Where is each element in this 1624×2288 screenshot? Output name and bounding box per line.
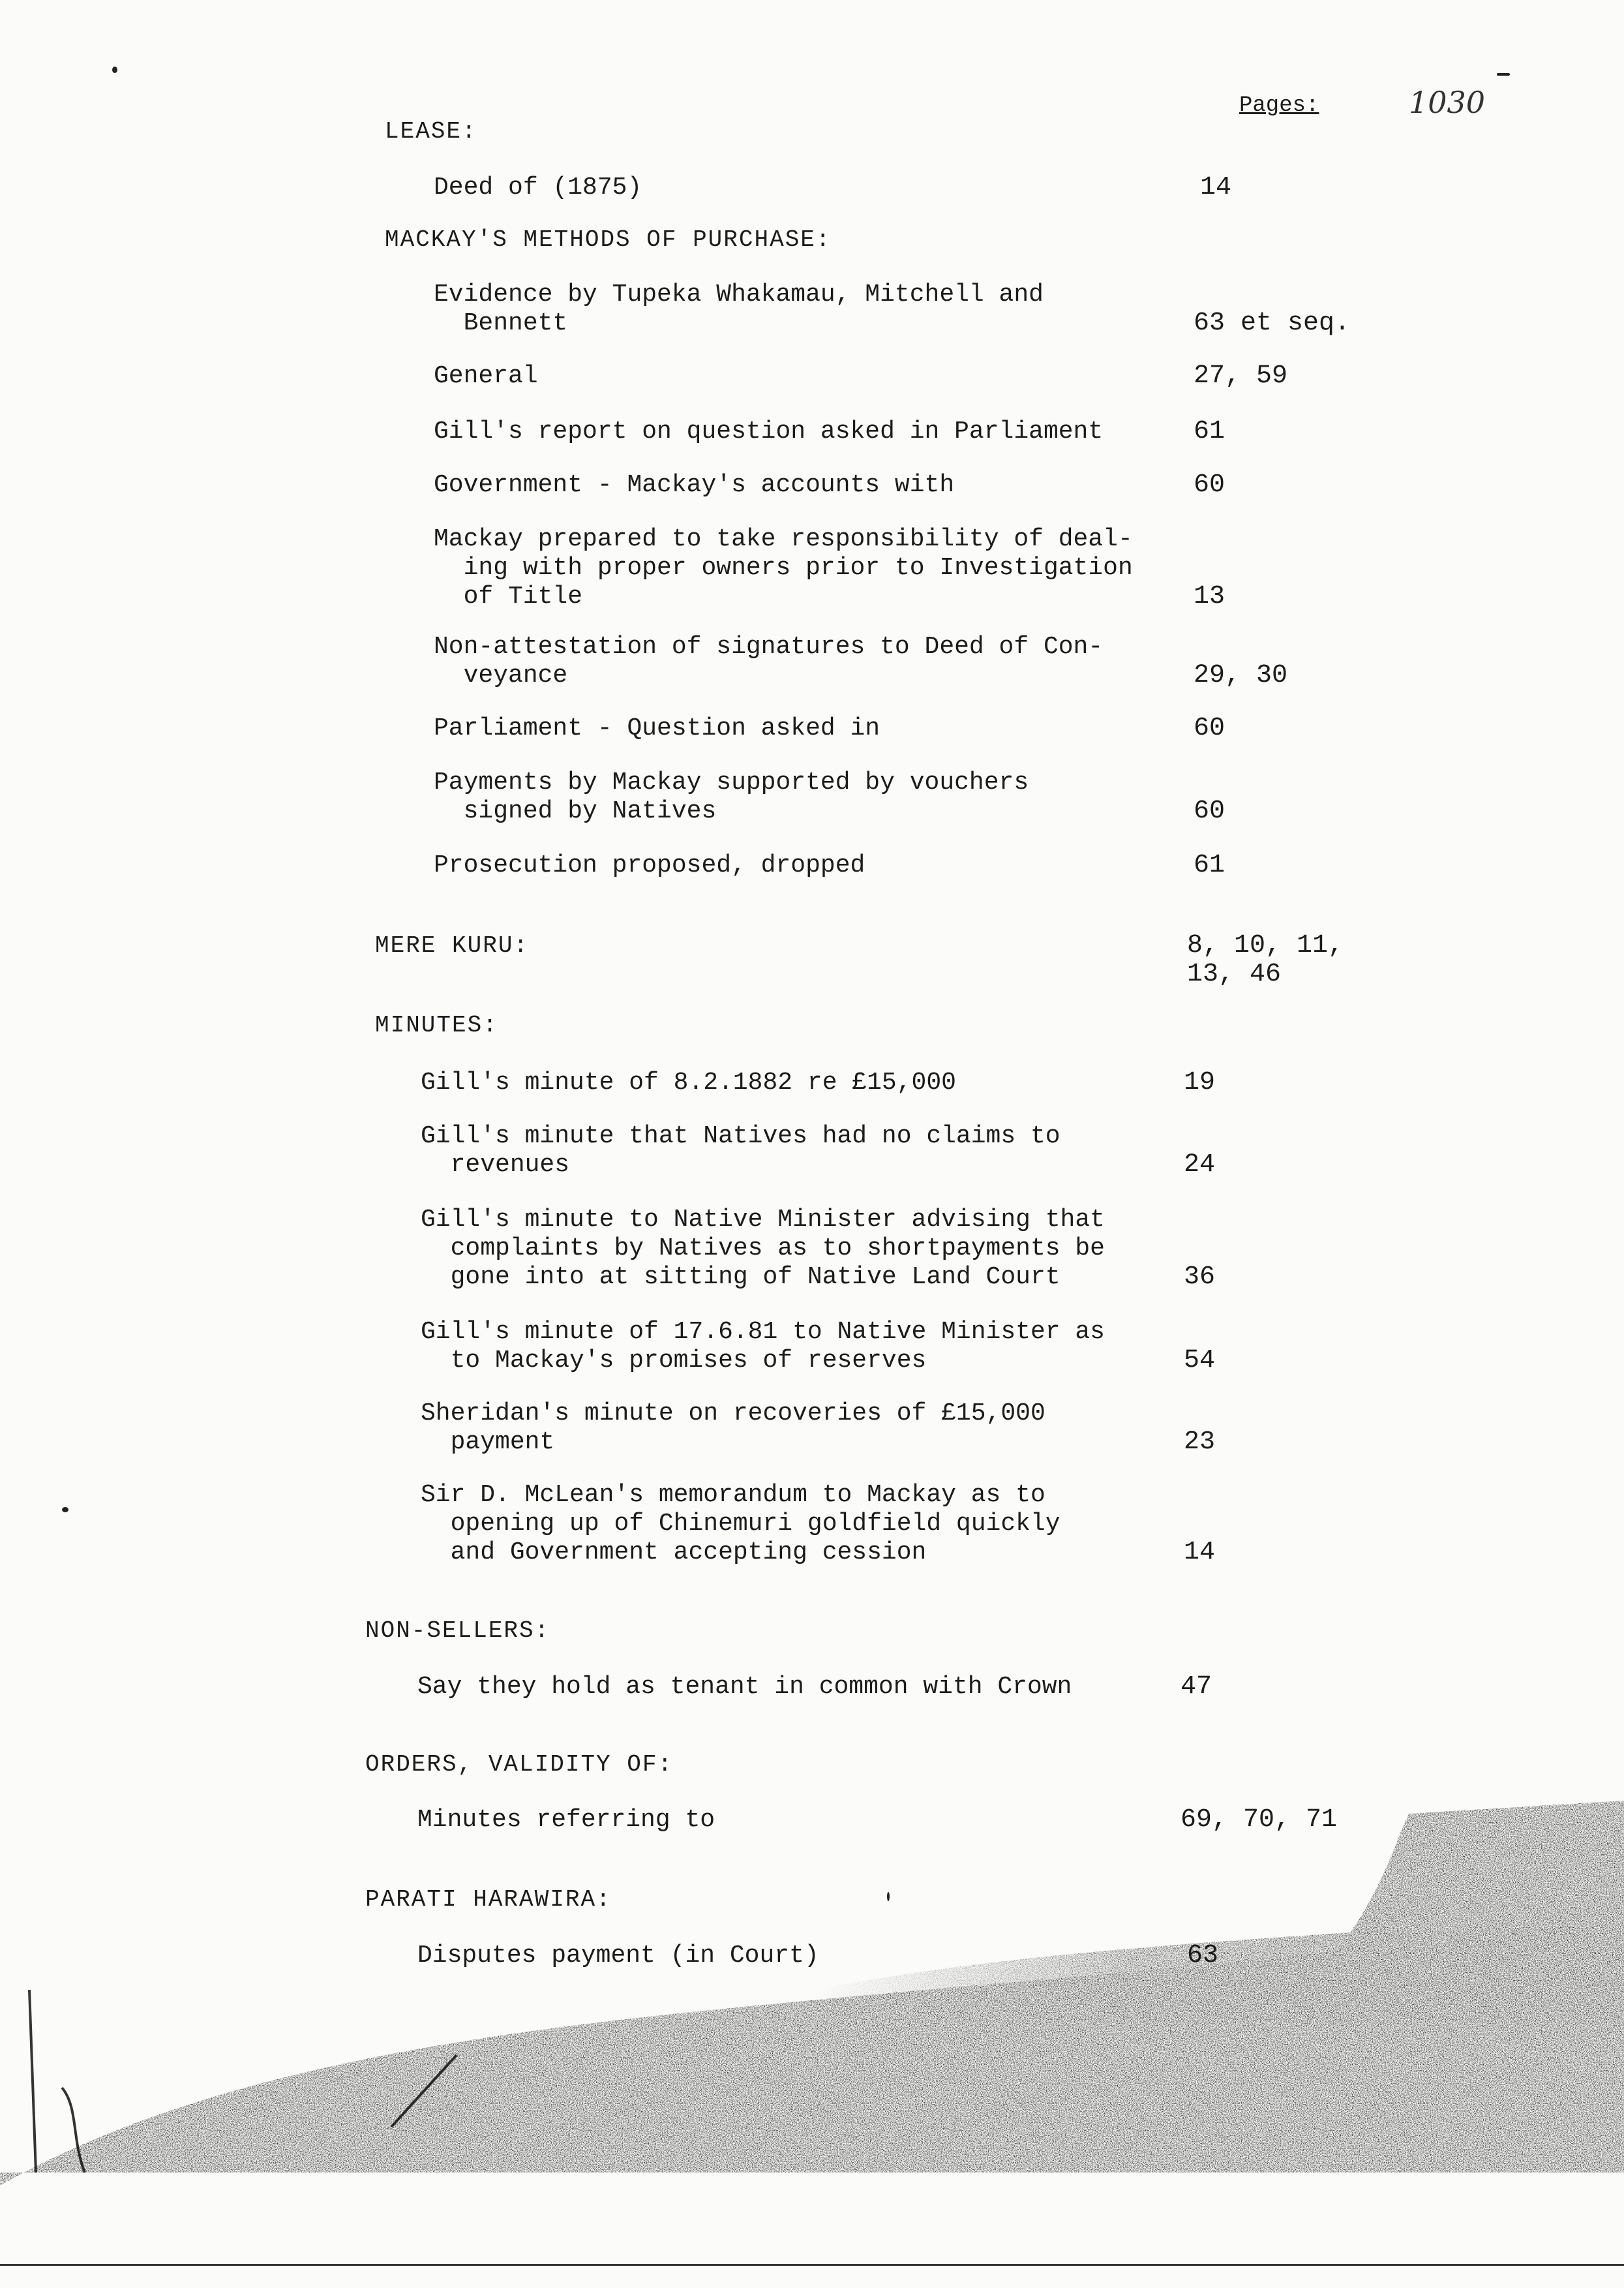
folio-number: 1030 xyxy=(1409,85,1486,120)
pages-column-label: Pages: xyxy=(1239,93,1319,118)
index-entry: Mackay prepared to take responsibility of deal- ing with proper owners prior to Investigation of Title xyxy=(434,525,1133,611)
page-reference: 63 et seq. xyxy=(1194,309,1351,338)
index-entry: Minutes referring to xyxy=(417,1806,715,1834)
index-entry: Gill's minute of 8.2.1882 re £15,000 xyxy=(421,1069,956,1097)
page-reference: 61 xyxy=(1194,851,1226,880)
section-heading-mere-kuru: MERE KURU: xyxy=(375,932,530,959)
section-heading-non-sellers: NON-SELLERS: xyxy=(365,1617,550,1644)
page-reference: 47 xyxy=(1180,1672,1212,1701)
index-entry: General xyxy=(434,362,538,390)
index-entry: Prosecution proposed, dropped xyxy=(434,851,865,879)
index-entry: Sheridan's minute on recoveries of £15,000 payment xyxy=(421,1399,1045,1456)
page-reference: 14 xyxy=(1200,173,1232,202)
page-reference: 14 xyxy=(1184,1538,1216,1567)
section-heading-mackays-methods: MACKAY'S METHODS OF PURCHASE: xyxy=(385,226,832,253)
index-entry: Non-attestation of signatures to Deed of Con- veyance xyxy=(434,633,1104,690)
page-reference: 60 xyxy=(1194,470,1226,500)
section-heading-lease: LEASE: xyxy=(385,118,477,145)
section-heading-parati-harawira: PARATI HARAWIRA: xyxy=(365,1886,612,1913)
page-reference: 13 xyxy=(1194,582,1226,611)
index-entry: Evidence by Tupeka Whakamau, Mitchell and Bennett xyxy=(434,281,1044,337)
index-entry: Say they hold as tenant in common with Crown xyxy=(417,1673,1072,1701)
page-reference: 60 xyxy=(1194,797,1226,826)
page-reference: 61 xyxy=(1194,417,1226,446)
index-entry: Sir D. McLean's memorandum to Mackay as to opening up of Chinemuri goldfield quickly and Government accepting cession xyxy=(421,1481,1060,1566)
index-entry: Deed of (1875) xyxy=(434,174,642,202)
page-reference: 36 xyxy=(1184,1262,1216,1292)
section-heading-minutes: MINUTES: xyxy=(375,1012,498,1039)
section-heading-orders-validity: ORDERS, VALIDITY OF: xyxy=(365,1751,674,1778)
page-reference: 29, 30 xyxy=(1194,661,1288,690)
index-entry: Gill's minute to Native Minister advising that complaints by Natives as to shortpayments be gone into at sitting of Native Land Court xyxy=(421,1206,1105,1291)
page-reference: 27, 59 xyxy=(1194,361,1288,391)
index-entry: Gill's minute of 17.6.81 to Native Minister as to Mackay's promises of reserves xyxy=(421,1318,1105,1375)
page-reference: 24 xyxy=(1184,1150,1216,1180)
page-reference: 60 xyxy=(1194,714,1226,743)
index-entry: Government - Mackay's accounts with xyxy=(434,471,955,499)
index-entry: Parliament - Question asked in xyxy=(434,714,880,742)
page-reference: 19 xyxy=(1184,1068,1216,1097)
page-reference: 8, 10, 11, 13, 46 xyxy=(1187,931,1344,989)
index-entry: Disputes payment (in Court) xyxy=(417,1942,819,1970)
page-reference: 23 xyxy=(1184,1427,1216,1457)
index-entry: Payments by Mackay supported by vouchers signed by Natives xyxy=(434,769,1029,825)
page-reference: 69, 70, 71 xyxy=(1180,1805,1338,1835)
page-reference: 54 xyxy=(1184,1346,1216,1375)
index-entry: Gill's minute that Natives had no claims to revenues xyxy=(421,1122,1060,1179)
index-entry: Gill's report on question asked in Parliament xyxy=(434,418,1104,446)
